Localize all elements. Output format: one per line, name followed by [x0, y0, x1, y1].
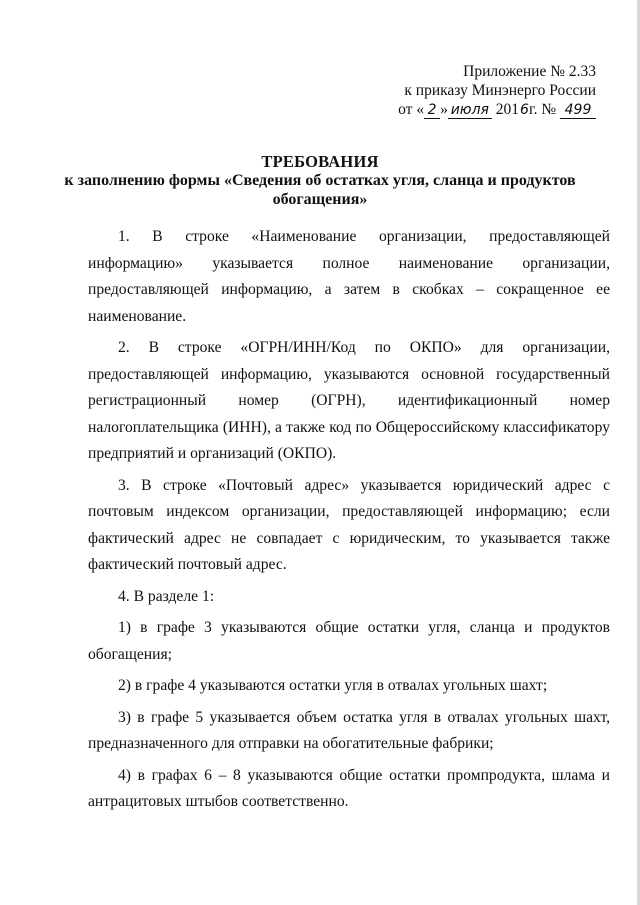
title-subtitle-line1: к заполнению формы «Сведения об остатках угля, сланца и продуктов [64, 172, 576, 189]
order-date-line [366, 100, 596, 119]
date-sep: » [440, 101, 448, 118]
handwritten-month: июля [448, 103, 492, 119]
appendix-header [366, 62, 596, 119]
paragraph-4-item-2: 2) в графе 4 указываются остатки угля в отвалах угольных шахт; [118, 677, 548, 694]
date-year-suffix: г. № [528, 101, 557, 118]
date-year-prefix: 201 [495, 101, 519, 118]
handwritten-year-digit: 6 [519, 102, 529, 118]
paragraph-3: 3. В строке «Почтовый адрес» указывается юридический адрес с почтовым индексом организации, предоставляющей информацию; если фактический адрес не совпадает с юридическим, то указывается также фактический почтовый адрес. [88, 476, 610, 573]
document-body [88, 224, 610, 821]
handwritten-order-number: 499 [560, 103, 596, 119]
handwritten-day: 2 [424, 103, 440, 119]
appendix-number: Приложение № 2.33 [463, 63, 596, 80]
title-subtitle-line2: обогащения» [272, 191, 368, 208]
document-title [60, 152, 580, 209]
paragraph-2: 2. В строке «ОГРН/ИНН/Код по ОКПО» для организации, предоставляющей информацию, указываются основной государственный регистрационный номер (ОГРН), идентификационный номер налогоплательщика (ИНН), а также код по Общероссийскому классификатору предприятий и организаций (ОКПО). [88, 339, 610, 462]
paragraph-4: 4. В разделе 1: [118, 587, 215, 605]
order-reference: к приказу Минэнерго России [404, 82, 596, 99]
paragraph-1: 1. В строке «Наименование организации, предоставляющей информацию» указывается полное наименование организации, предоставляющей информацию, а затем в скобках – сокращенное ее наименование. [88, 228, 610, 325]
paragraph-4-item-3: 3) в графе 5 указывается объем остатка угля в отвалах угольных шахт, предназначенного для отправки на обогатительные фабрики; [88, 708, 610, 752]
title-main: ТРЕБОВАНИЯ [261, 152, 379, 171]
date-prefix: от « [398, 101, 425, 118]
paragraph-4-item-4: 4) в графах 6 – 8 указываются общие остатки промпродукта, шлама и антрацитовых штыбов соответственно. [88, 766, 610, 810]
paragraph-4-item-1: 1) в графе 3 указываются общие остатки угля, сланца и продуктов обогащения; [88, 619, 610, 663]
